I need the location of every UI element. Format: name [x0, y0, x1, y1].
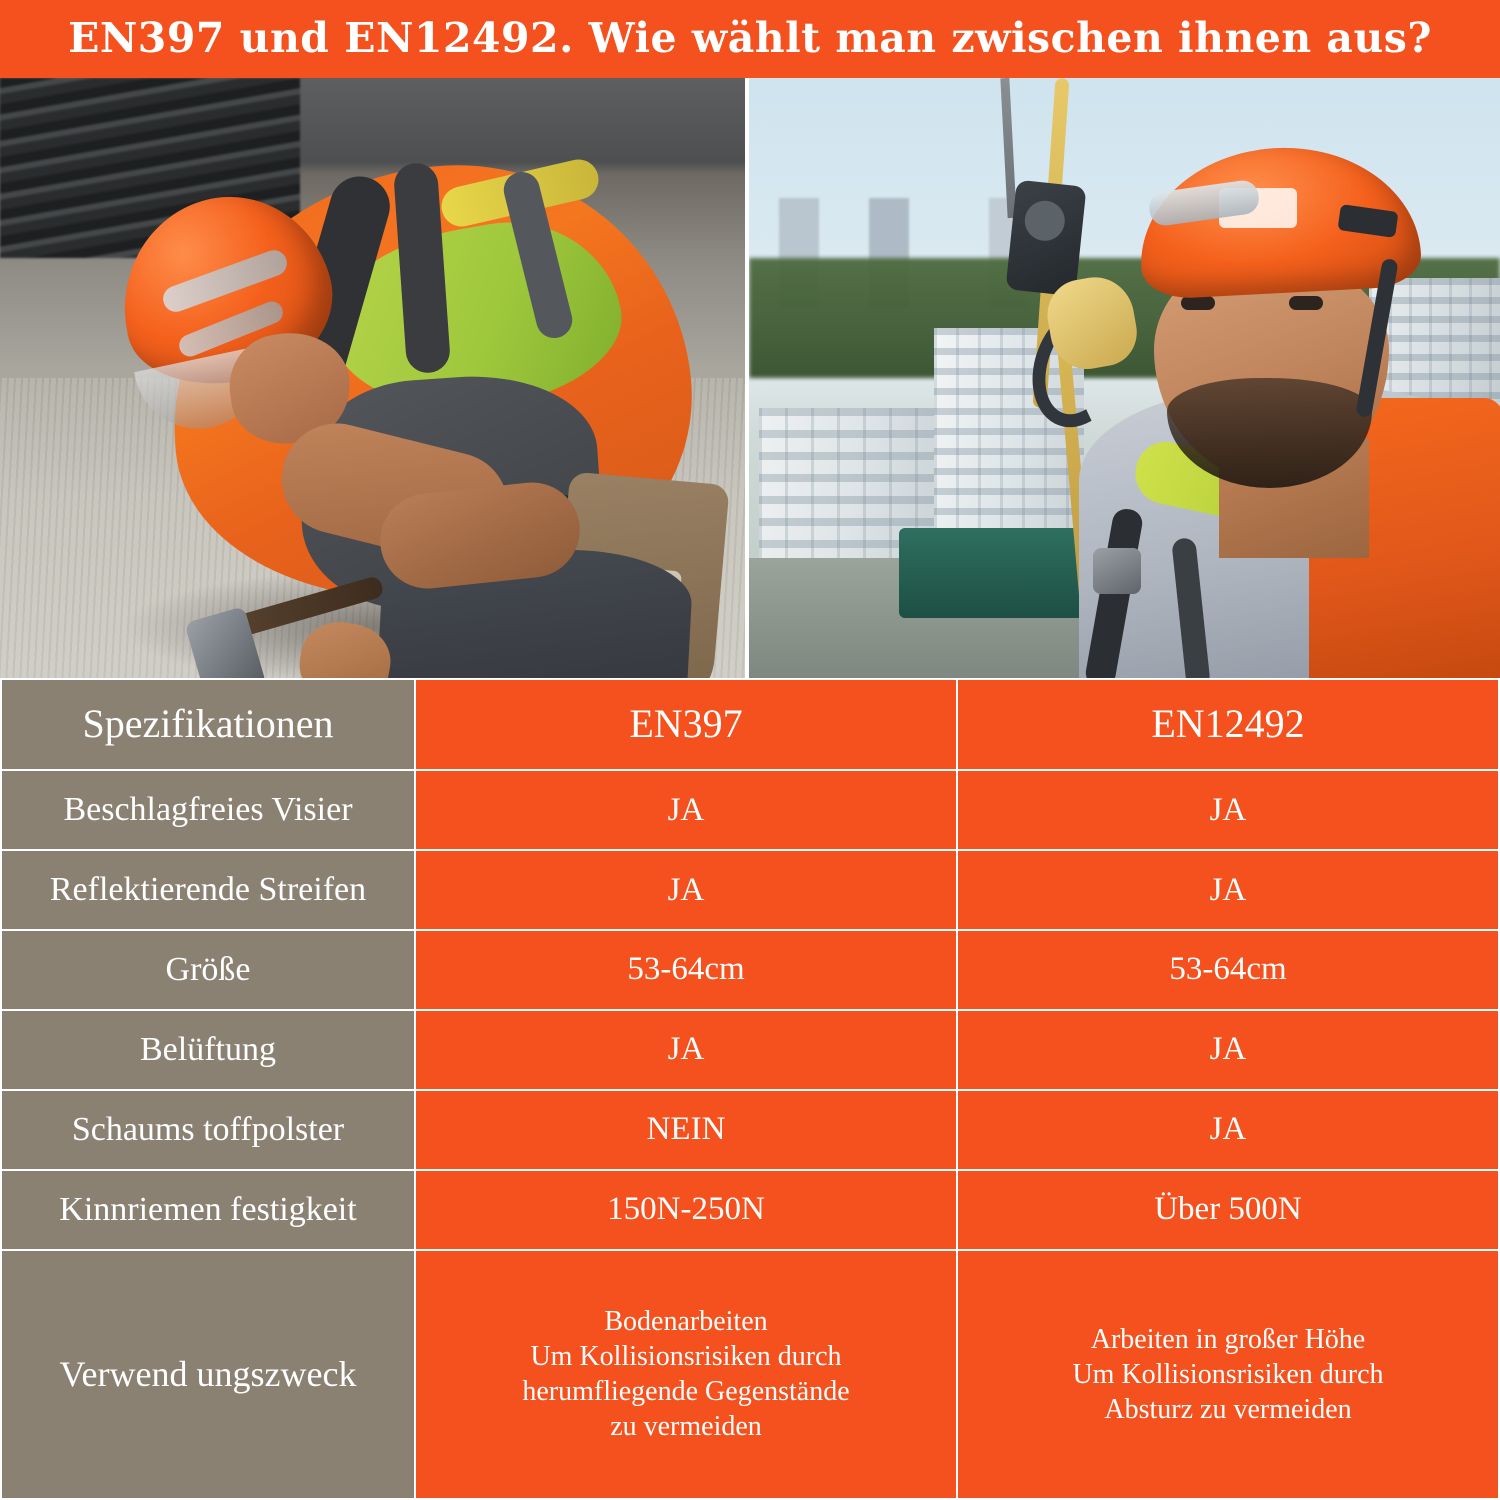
table-row — [1, 1090, 1499, 1170]
cell-en12492-chinstrap-strength: Über 500N — [957, 1170, 1499, 1250]
harness-buckle — [1093, 548, 1141, 594]
column-header-en12492: EN12492 — [957, 679, 1499, 770]
table-row — [1, 1250, 1499, 1499]
cell-en397-foam-padding: NEIN — [415, 1090, 957, 1170]
column-header-en397: EN397 — [415, 679, 957, 770]
row-label-ventilation: Belüftung — [1, 1010, 415, 1090]
table-row — [1, 770, 1499, 850]
column-header-specifications: Spezifikationen — [1, 679, 415, 770]
cell-en12492-foam-padding: JA — [957, 1090, 1499, 1170]
climber-eye-left — [1181, 296, 1215, 310]
photo-strip — [0, 78, 1500, 678]
cell-en397-ventilation: JA — [415, 1010, 957, 1090]
specification-comparison-table — [0, 678, 1500, 1500]
header-banner — [0, 0, 1500, 78]
table-row — [1, 1010, 1499, 1090]
cell-en12492-reflective-stripes: JA — [957, 850, 1499, 930]
climber-eye-right — [1289, 296, 1323, 310]
cell-en397-chinstrap-strength: 150N-250N — [415, 1170, 957, 1250]
table-row — [1, 850, 1499, 930]
table-row — [1, 930, 1499, 1010]
cell-en12492-anti-fog-visor: JA — [957, 770, 1499, 850]
cell-en397-anti-fog-visor: JA — [415, 770, 957, 850]
photo-rope-access-worker — [745, 78, 1500, 678]
row-label-intended-use: Verwend ungszweck — [1, 1250, 415, 1499]
cell-en12492-intended-use: Arbeiten in großer Höhe Um Kollisionsrisiken durch Absturz zu vermeiden — [957, 1250, 1499, 1499]
page-title: EN397 und EN12492. Wie wählt man zwischen ihnen aus? — [68, 14, 1432, 63]
row-label-size: Größe — [1, 930, 415, 1010]
table-row — [1, 1170, 1499, 1250]
row-label-anti-fog-visor: Beschlagfreies Visier — [1, 770, 415, 850]
cell-en12492-size: 53-64cm — [957, 930, 1499, 1010]
cell-en12492-ventilation: JA — [957, 1010, 1499, 1090]
photo-worker-kneeling — [0, 78, 745, 678]
cell-en397-size: 53-64cm — [415, 930, 957, 1010]
cell-en397-intended-use: Bodenarbeiten Um Kollisionsrisiken durch herumfliegende Gegenstände zu vermeiden — [415, 1250, 957, 1499]
row-label-chinstrap-strength: Kinnriemen festigkeit — [1, 1170, 415, 1250]
row-label-foam-padding: Schaums toffpolster — [1, 1090, 415, 1170]
cell-en397-reflective-stripes: JA — [415, 850, 957, 930]
row-label-reflective-stripes: Reflektierende Streifen — [1, 850, 415, 930]
table-header-row — [1, 679, 1499, 770]
rope-descender-device — [1005, 180, 1086, 297]
